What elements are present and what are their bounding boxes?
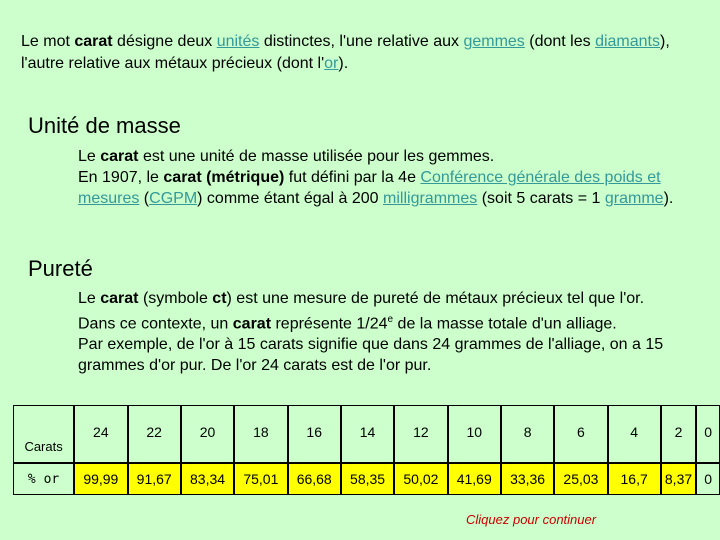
paragraph-purete (78, 288, 683, 376)
table-row-or (13, 463, 720, 495)
paragraph-masse (78, 146, 683, 209)
text: (soit 5 carats = 1 (477, 190, 605, 207)
row-label-or: % or (13, 463, 74, 495)
table-cell-carats: 4 (608, 405, 661, 463)
table-cell-carats: 20 (181, 405, 234, 463)
text: désigne deux (112, 33, 217, 50)
bold-carat: carat (74, 33, 113, 50)
table-cell-or: 83,34 (181, 463, 234, 495)
link-gramme[interactable]: gramme (604, 190, 664, 207)
text: ) est une mesure de pureté de métaux précieux tel que l'or. Dans ce contexte, un (78, 290, 645, 333)
bold-carat: carat (100, 290, 139, 307)
superscript-e: e (387, 314, 394, 325)
bold-ct: ct (212, 290, 227, 307)
text: (symbole (138, 290, 213, 307)
table-cell-carats: 8 (501, 405, 554, 463)
text: (dont les (524, 33, 596, 50)
continue-link[interactable]: Cliquez pour continuer (466, 512, 597, 527)
link-diamants[interactable]: diamants (595, 33, 660, 50)
table-cell-or: 50,02 (394, 463, 447, 495)
text: ). (338, 55, 349, 72)
bold-carat-metrique: carat (métrique) (163, 169, 285, 186)
table-cell-or: 91,67 (128, 463, 181, 495)
text: de la masse totale d'un alliage. (393, 315, 617, 333)
link-gemmes[interactable]: gemmes (463, 33, 525, 50)
table-cell-or: 66,68 (288, 463, 341, 495)
text: ). (663, 190, 674, 207)
table-cell-carats: 18 (234, 405, 287, 463)
table-cell-or: 0 (696, 463, 720, 495)
link-unites[interactable]: unités (216, 33, 260, 50)
table-cell-carats: 0 (696, 405, 720, 463)
text: Par exemple, de l'or à 15 carats signifie que dans 24 grammes de l'alliage, on a 15 grammes d'or pur. De l'or 24 carats est de l'or pur. (78, 336, 664, 375)
link-or[interactable]: or (324, 55, 339, 72)
table-cell-or: 75,01 (234, 463, 287, 495)
table-cell-carats: 22 (128, 405, 181, 463)
table-cell-or: 8,37 (661, 463, 697, 495)
text: fut défini par la 4e (284, 169, 421, 186)
carats-table (13, 405, 720, 495)
table-row-carats (13, 405, 720, 463)
table-cell-or: 16,7 (608, 463, 661, 495)
table-cell-or: 58,35 (341, 463, 394, 495)
link-cgpm-abbr[interactable]: CGPM (149, 190, 198, 207)
link-cgpm[interactable]: Conférence générale des poids et mesures (78, 169, 661, 207)
intro-paragraph (21, 31, 701, 75)
table-cell-carats: 2 (661, 405, 697, 463)
text: Le (78, 148, 101, 165)
table-cell-or: 25,03 (554, 463, 607, 495)
heading-unite-de-masse: Unité de masse (28, 113, 181, 138)
text: Le mot (21, 33, 75, 50)
text: distinctes, l'une relative aux (259, 33, 464, 50)
table-cell-or: 41,69 (448, 463, 501, 495)
table-cell-or: 33,36 (501, 463, 554, 495)
text: représente 1/24 (271, 315, 388, 333)
text: ( (139, 190, 150, 207)
table-cell-carats: 24 (74, 405, 127, 463)
text: ) comme étant égal à 200 (197, 190, 384, 207)
table-cell-carats: 14 (341, 405, 394, 463)
text: est une unité de masse utilisée pour les gemmes. (138, 148, 495, 165)
row-label-carats: Carats (13, 405, 74, 463)
table-cell-carats: 6 (554, 405, 607, 463)
table-cell-carats: 12 (394, 405, 447, 463)
table-cell-carats: 10 (448, 405, 501, 463)
bold-carat: carat (232, 315, 272, 333)
text: ), l'autre relative aux métaux précieux (dont l' (21, 33, 670, 72)
bold-carat: carat (100, 148, 139, 165)
heading-purete: Pureté (28, 256, 93, 281)
text: Le (78, 290, 101, 307)
table-cell-or: 99,99 (74, 463, 127, 495)
table-cell-carats: 16 (288, 405, 341, 463)
link-milligrammes[interactable]: milligrammes (383, 190, 478, 207)
text: En 1907, le (78, 169, 164, 186)
